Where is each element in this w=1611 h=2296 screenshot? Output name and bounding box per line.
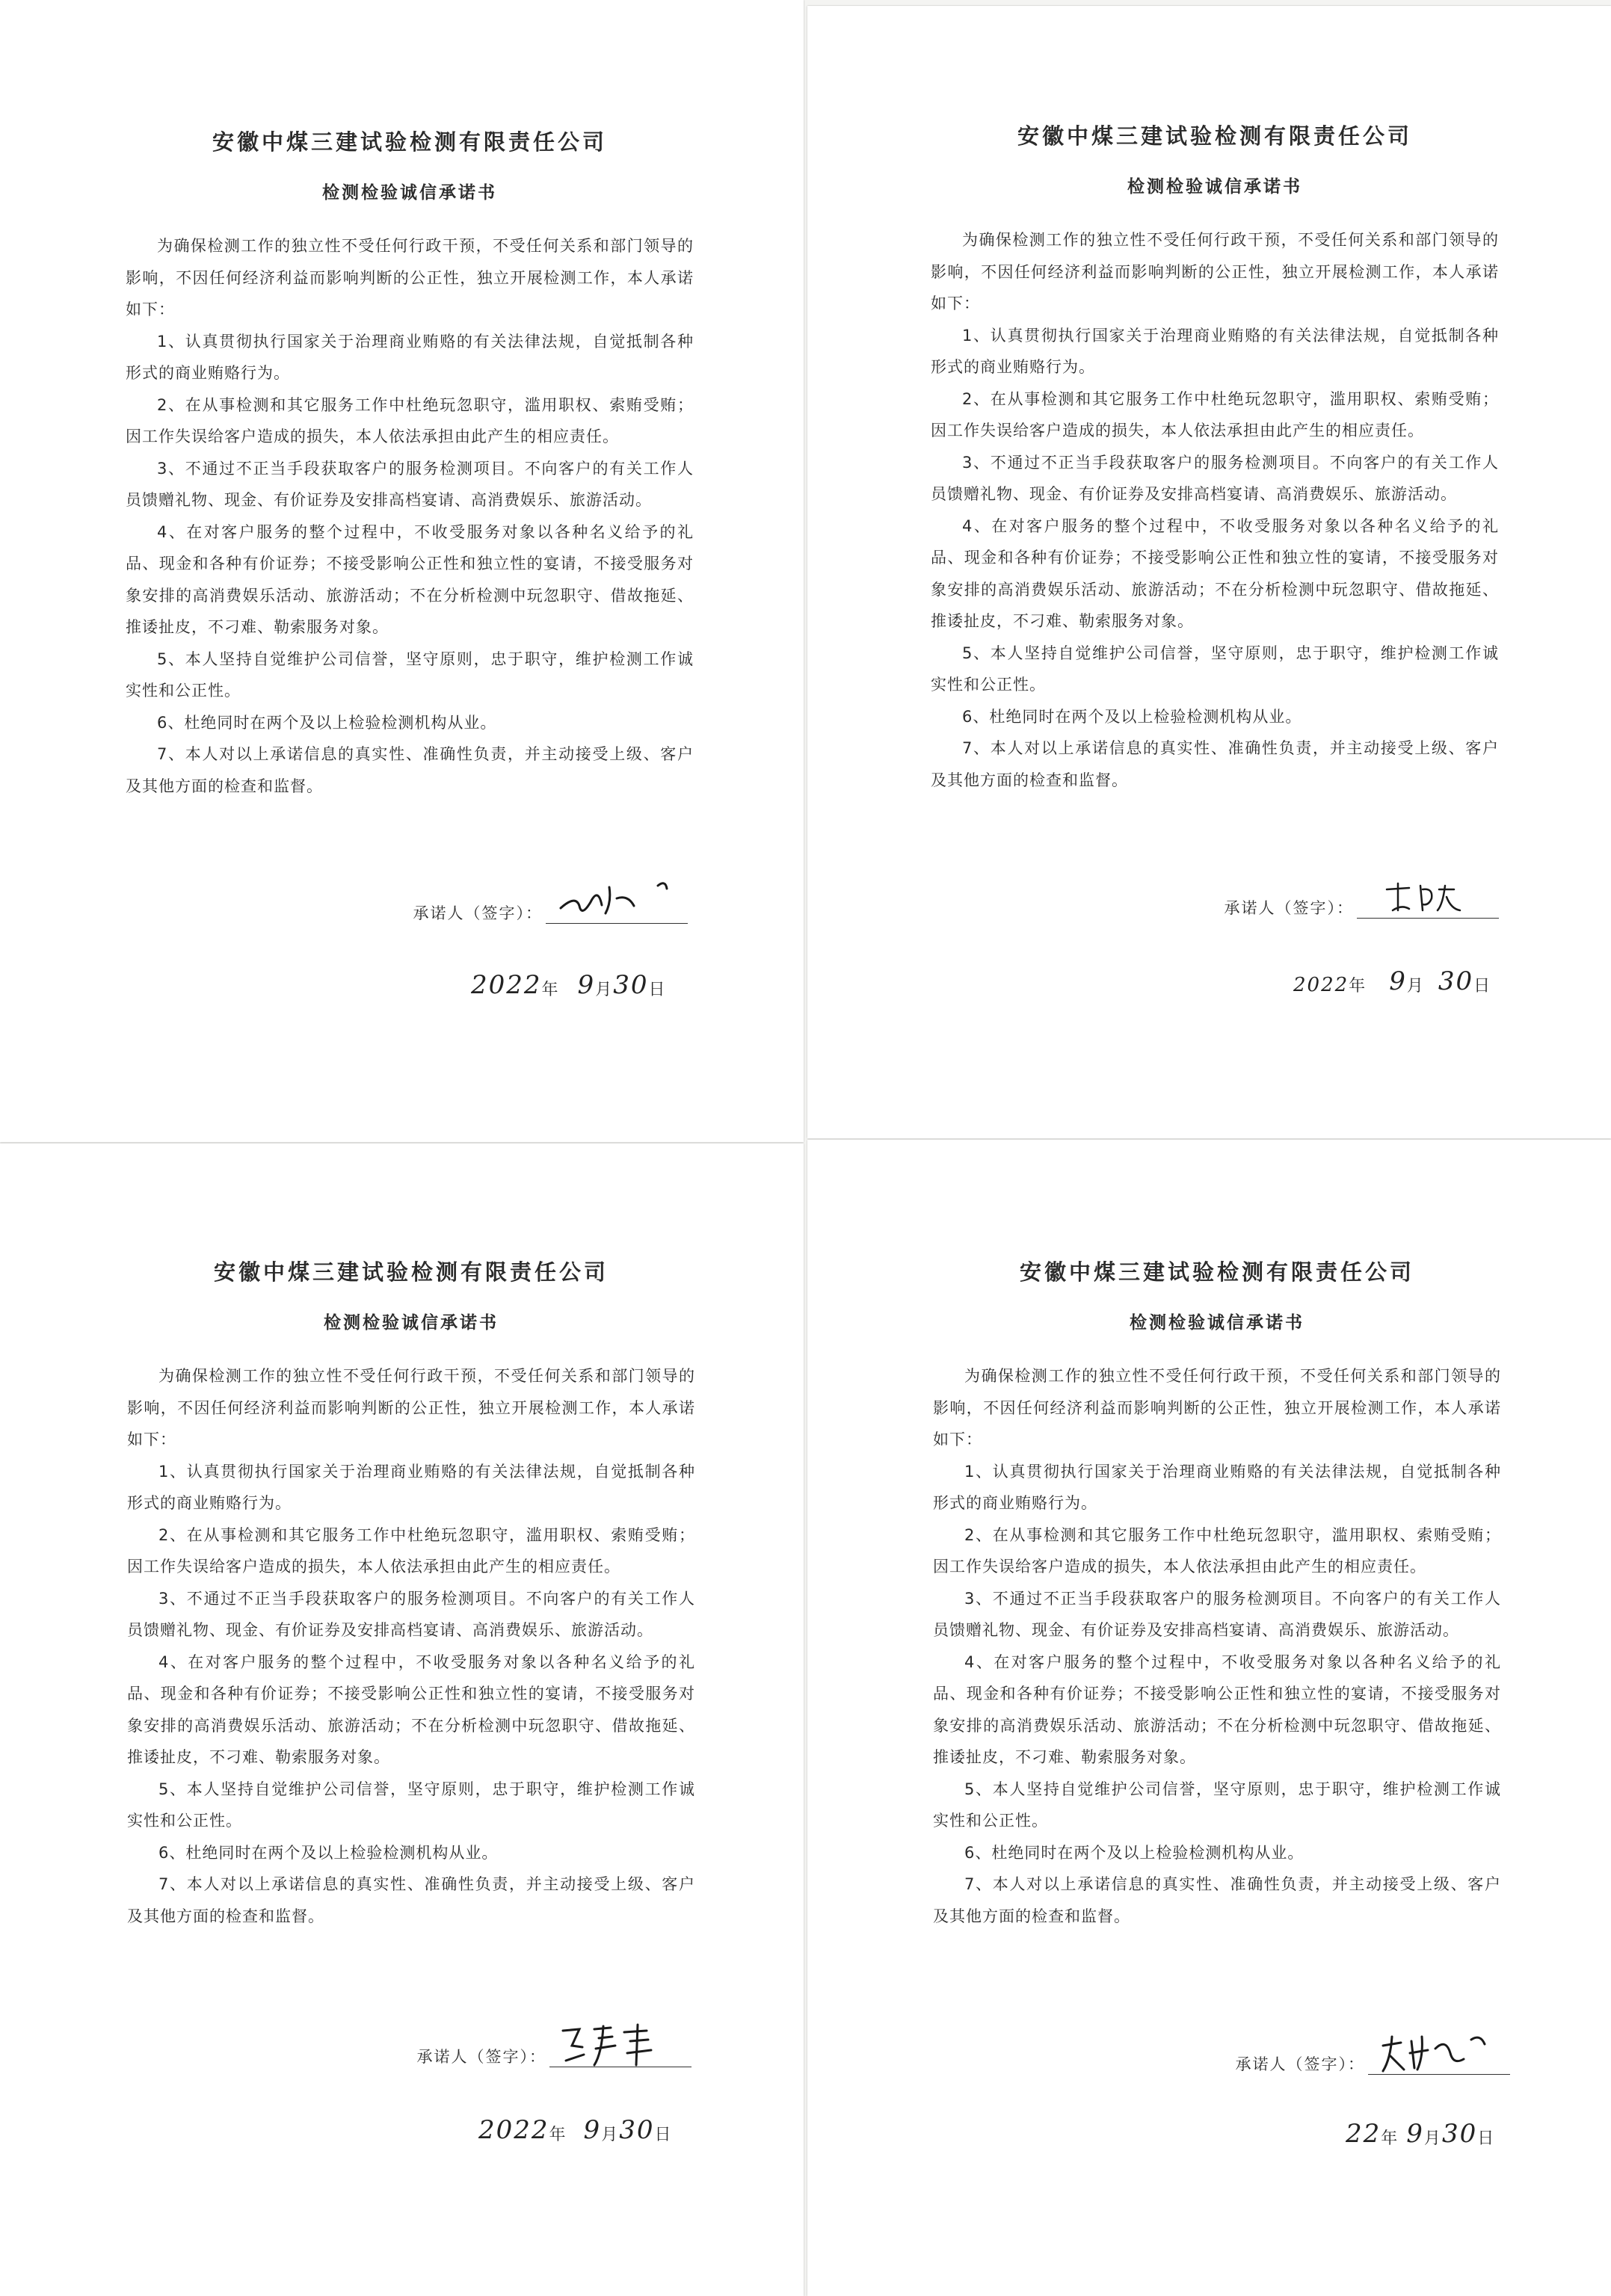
date-day-handwritten: 30: [613, 970, 649, 1000]
date-year-label: 年: [1381, 2129, 1399, 2148]
date-day-handwritten: 30: [1441, 2119, 1478, 2149]
clause-2: 2、在从事检测和其它服务工作中杜绝玩忽职守，滥用职权、索贿受贿；因工作失误给客户造成的损失，本人依法承担由此产生的相应责任。: [933, 1525, 1501, 1576]
date-year-handwritten: 2022: [478, 2115, 549, 2145]
date-row: [1346, 2119, 1495, 2149]
clause-6: 6、杜绝同时在两个及以上检验检测机构从业。: [964, 1843, 1304, 1862]
clause-1: 1、认真贯彻执行国家关于治理商业贿赂的有关法律法规，自觉抵制各种形式的商业贿赂行为。: [126, 332, 694, 382]
date-row: [478, 2115, 672, 2145]
signature-row: [413, 893, 689, 924]
clause-7: 7、本人对以上承诺信息的真实性、准确性负责，并主动接受上级、客户及其他方面的检查和监督。: [127, 1875, 695, 1925]
date-month-label: 月: [1423, 2129, 1442, 2148]
date-day-handwritten: 30: [619, 2115, 655, 2145]
date-day-label: 日: [654, 2126, 673, 2144]
commitment-sheet-4: [807, 1140, 1611, 2296]
clause-3: 3、不通过不正当手段获取客户的服务检测项目。不向客户的有关工作人员馈赠礼物、现金、有价证券及安排高档宴请、高消费娱乐、旅游活动。: [931, 453, 1499, 503]
document-title: 检测检验诚信承诺书: [324, 1313, 499, 1333]
clause-7: 7、本人对以上承诺信息的真实性、准确性负责，并主动接受上级、客户及其他方面的检查和监督。: [931, 739, 1499, 789]
intro-paragraph: 为确保检测工作的独立性不受任何行政干预，不受任何关系和部门领导的影响，不因任何经济利益而影响判断的公正性，独立开展检测工作，本人承诺如下：: [931, 231, 1499, 312]
signature-label: 承诺人（签字）：: [413, 904, 543, 922]
clause-5: 5、本人坚持自觉维护公司信誉，坚守原则，忠于职守，维护检测工作诚实性和公正性。: [127, 1780, 695, 1830]
clause-1: 1、认真贯彻执行国家关于治理商业贿赂的有关法律法规，自觉抵制各种形式的商业贿赂行为。: [931, 326, 1499, 376]
signature-row: [1225, 888, 1500, 919]
date-day-handwritten: 30: [1438, 966, 1474, 996]
clause-4: 4、在对客户服务的整个过程中，不收受服务对象以各种名义给予的礼品、现金和各种有价证券；不接受影响公正性和独立性的宴请，不接受服务对象安排的高消费娱乐活动、旅游活动；不在分析检测中玩忽职守、借故拖延、推诿扯皮，不刁难、勒索服务对象。: [933, 1652, 1501, 1766]
clause-6: 6、杜绝同时在两个及以上检验检测机构从业。: [158, 1843, 499, 1862]
clause-5: 5、本人坚持自觉维护公司信誉，坚守原则，忠于职守，维护检测工作诚实性和公正性。: [933, 1780, 1501, 1830]
clause-2: 2、在从事检测和其它服务工作中杜绝玩忽职守，滥用职权、索贿受贿；因工作失误给客户造成的损失，本人依法承担由此产生的相应责任。: [127, 1525, 695, 1576]
document-title: 检测检验诚信承诺书: [1130, 1313, 1304, 1333]
signature-line: [1368, 2044, 1510, 2075]
date-year-label: 年: [541, 981, 560, 999]
clause-3: 3、不通过不正当手段获取客户的服务检测项目。不向客户的有关工作人员馈赠礼物、现金、有价证券及安排高档宴请、高消费娱乐、旅游活动。: [933, 1589, 1501, 1639]
company-name: 安徽中煤三建试验检测有限责任公司: [213, 1259, 609, 1285]
intro-paragraph: 为确保检测工作的独立性不受任何行政干预，不受任何关系和部门领导的影响，不因任何经济利益而影响判断的公正性，独立开展检测工作，本人承诺如下：: [126, 237, 694, 318]
date-year-label: 年: [1349, 977, 1367, 996]
date-day-label: 日: [1477, 2129, 1496, 2148]
date-year-handwritten: 2022: [1293, 974, 1349, 996]
handwritten-signature: [1368, 2023, 1510, 2076]
clause-7: 7、本人对以上承诺信息的真实性、准确性负责，并主动接受上级、客户及其他方面的检查和监督。: [126, 745, 694, 795]
date-month-handwritten: 9: [583, 2115, 602, 2145]
signature-row: [417, 2037, 692, 2067]
date-month-handwritten: 9: [1406, 2119, 1424, 2149]
date-row: [471, 970, 666, 1000]
sheet-content: [126, 126, 694, 802]
intro-paragraph: 为确保检测工作的独立性不受任何行政干预，不受任何关系和部门领导的影响，不因任何经济利益而影响判断的公正性，独立开展检测工作，本人承诺如下：: [127, 1367, 695, 1448]
clause-4: 4、在对客户服务的整个过程中，不收受服务对象以各种名义给予的礼品、现金和各种有价证券；不接受影响公正性和独立性的宴请，不接受服务对象安排的高消费娱乐活动、旅游活动；不在分析检测中玩忽职守、借故拖延、推诿扯皮，不刁难、勒索服务对象。: [127, 1652, 695, 1766]
signature-row: [1236, 2044, 1511, 2075]
signature-line: [549, 2037, 691, 2067]
date-month-label: 月: [1406, 977, 1425, 996]
signature-label: 承诺人（签字）：: [1224, 899, 1354, 917]
date-year-label: 年: [549, 2126, 567, 2144]
commitment-sheet-2: [807, 6, 1611, 1138]
date-row: [1293, 966, 1491, 996]
clause-6: 6、杜绝同时在两个及以上检验检测机构从业。: [157, 713, 497, 732]
clause-6: 6、杜绝同时在两个及以上检验检测机构从业。: [962, 707, 1302, 726]
document-title: 检测检验诚信承诺书: [322, 183, 497, 203]
handwritten-signature: [549, 2016, 691, 2068]
intro-paragraph: 为确保检测工作的独立性不受任何行政干预，不受任何关系和部门领导的影响，不因任何经济利益而影响判断的公正性，独立开展检测工作，本人承诺如下：: [933, 1367, 1501, 1448]
company-name: 安徽中煤三建试验检测有限责任公司: [1019, 1259, 1414, 1285]
commitment-sheet-1: [0, 0, 804, 1142]
sheet-content: [933, 1256, 1501, 1932]
clause-1: 1、认真贯彻执行国家关于治理商业贿赂的有关法律法规，自觉抵制各种形式的商业贿赂行为。: [933, 1462, 1501, 1512]
date-month-label: 月: [601, 2126, 620, 2144]
clause-3: 3、不通过不正当手段获取客户的服务检测项目。不向客户的有关工作人员馈赠礼物、现金、有价证券及安排高档宴请、高消费娱乐、旅游活动。: [126, 459, 694, 509]
date-year-handwritten: 2022: [471, 970, 542, 1000]
signature-line: [546, 893, 688, 924]
date-month-handwritten: 9: [577, 970, 596, 1000]
signature-label: 承诺人（签字）：: [1235, 2055, 1365, 2073]
clause-7: 7、本人对以上承诺信息的真实性、准确性负责，并主动接受上级、客户及其他方面的检查和监督。: [933, 1875, 1501, 1925]
clause-5: 5、本人坚持自觉维护公司信誉，坚守原则，忠于职守，维护检测工作诚实性和公正性。: [126, 649, 694, 700]
date-day-label: 日: [648, 981, 667, 999]
company-name: 安徽中煤三建试验检测有限责任公司: [212, 129, 607, 155]
handwritten-signature: [1357, 867, 1499, 919]
date-day-label: 日: [1473, 977, 1492, 996]
sheet-content: [127, 1256, 695, 1932]
date-year-handwritten: 22: [1346, 2119, 1381, 2149]
signature-label: 承诺人（签字）：: [416, 2048, 546, 2066]
document-title: 检测检验诚信承诺书: [1127, 177, 1302, 197]
clause-3: 3、不通过不正当手段获取客户的服务检测项目。不向客户的有关工作人员馈赠礼物、现金、有价证券及安排高档宴请、高消费娱乐、旅游活动。: [127, 1589, 695, 1639]
clause-1: 1、认真贯彻执行国家关于治理商业贿赂的有关法律法规，自觉抵制各种形式的商业贿赂行为。: [127, 1462, 695, 1512]
clause-4: 4、在对客户服务的整个过程中，不收受服务对象以各种名义给予的礼品、现金和各种有价证券；不接受影响公正性和独立性的宴请，不接受服务对象安排的高消费娱乐活动、旅游活动；不在分析检测中玩忽职守、借故拖延、推诿扯皮，不刁难、勒索服务对象。: [931, 516, 1499, 630]
clause-4: 4、在对客户服务的整个过程中，不收受服务对象以各种名义给予的礼品、现金和各种有价证券；不接受影响公正性和独立性的宴请，不接受服务对象安排的高消费娱乐活动、旅游活动；不在分析检测中玩忽职守、借故拖延、推诿扯皮，不刁难、勒索服务对象。: [126, 522, 694, 636]
date-month-label: 月: [595, 981, 614, 999]
signature-line: [1357, 888, 1499, 919]
commitment-sheet-3: [0, 1144, 804, 2296]
clause-2: 2、在从事检测和其它服务工作中杜绝玩忽职守，滥用职权、索贿受贿；因工作失误给客户造成的损失，本人依法承担由此产生的相应责任。: [931, 389, 1499, 439]
company-name: 安徽中煤三建试验检测有限责任公司: [1017, 123, 1412, 149]
handwritten-signature: [546, 872, 688, 925]
clause-2: 2、在从事检测和其它服务工作中杜绝玩忽职守，滥用职权、索贿受贿；因工作失误给客户造成的损失，本人依法承担由此产生的相应责任。: [126, 395, 694, 445]
clause-5: 5、本人坚持自觉维护公司信誉，坚守原则，忠于职守，维护检测工作诚实性和公正性。: [931, 644, 1499, 694]
date-month-handwritten: 9: [1389, 966, 1407, 996]
sheet-content: [931, 120, 1499, 796]
